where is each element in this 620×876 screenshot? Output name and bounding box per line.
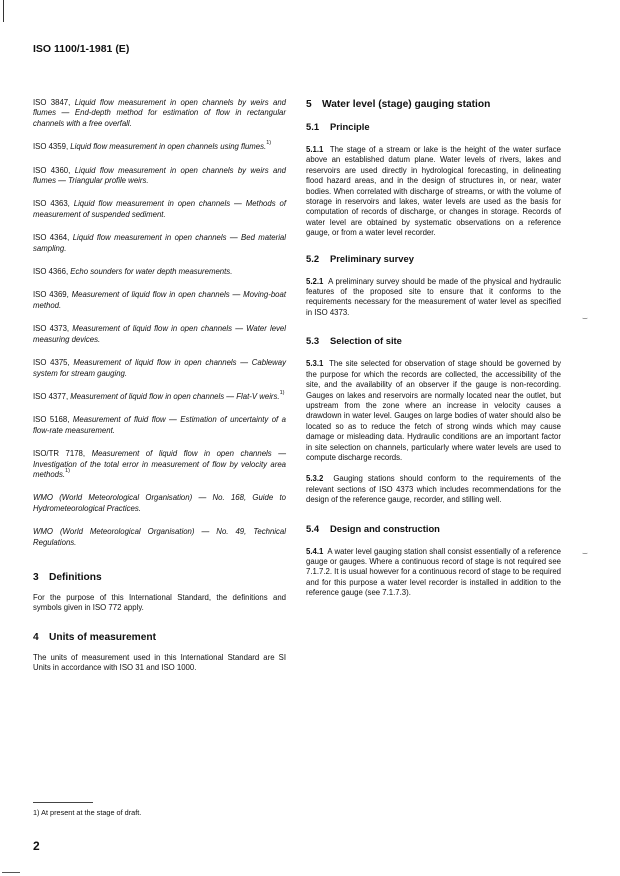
reference-entry: ISO 4369, Measurement of liquid flow in open channels — Moving-boat method. (33, 290, 287, 310)
reference-entry: ISO 4366, Echo sounders for water depth measurements. (33, 267, 233, 277)
section-5-heading: 5 Water level (stage) gauging station (306, 99, 491, 110)
paragraph-5-1-1: 5.1.1 The stage of a stream or lake is the height of the water surface above an established datum plane. Water levels of rivers, lakes and reservoirs are used directly in hydrological forecasting, in delineating flood hazard areas, and in the design of structures in, or near, water bodies. When correlated with discharge of streams, or with the volume of storage in reservoirs and lakes, water levels are used as the basis for computation of records of discharge, or changes in storage. Records of water level are obtained by systematic observations on a reference gauge, or from a water level recorder. (306, 145, 561, 238)
footnote-rule (33, 802, 93, 803)
footnote: 1) At present at the stage of draft. (33, 808, 142, 817)
left-column (33, 98, 286, 674)
section-4-text: The units of measurement used in this International Standard are SI Units in accordance with ISO 31 and ISO 1000. (33, 652, 286, 673)
document-header: ISO 1100/1-1981 (E) (33, 43, 130, 55)
section-5-2-heading: 5.2 Preliminary survey (306, 252, 414, 264)
paragraph-5-4-1: 5.4.1 A water level gauging station shall consist essentially of a reference gauge or gauges. Where a continuous record of stage is not required see 7.1.7.2. It is usual however for a continuous record of stage to be required and for this purpose a water level recorder is installed in addition to the reference gauge (see 7.1.7.3). (306, 546, 561, 598)
reference-entry: ISO 4359, Liquid flow measurement in open channels using flumes.$^{1)}$ (33, 140, 272, 152)
reference-entry: WMO (World Meteorological Organisation) — No. 49, Technical Regulations. (33, 527, 286, 547)
section-5-4-heading: 5.4 Design and construction (306, 522, 440, 534)
reference-entry: ISO 4375, Measurement of liquid flow in open channels — Cableway system for stream gauging. (33, 358, 287, 378)
crop-mark (2, 872, 20, 873)
section-5-1-heading: 5.1 Principle (306, 121, 370, 132)
crop-mark (3, 0, 4, 22)
reference-entry: WMO (World Meteorological Organisation) — No. 168, Guide to Hydrometeorological Practices. (33, 493, 286, 513)
paragraph-5-3-1: 5.3.1 The site selected for observation of stage should be governed by the purpose for which the records are collected, the accessibility of the site, and the availability of an observer if the gauge is non-recording. Gauges on lakes and reservoirs are normally located near the outlet, but upstream from the zone where an increase in velocity causes a drawdown in water level. Gauges on large bodies of water should also be located so as to reduce the fetch of strong winds which may cause damage or misleading data. Hydraulic conditions are an important factor in site selection on channels, particularly where water levels are used to compute discharge records. (306, 359, 561, 462)
section-3-text: For the purpose of this International Standard, the definitions and symbols given in ISO 772 apply. (33, 592, 286, 613)
page-number: 2 (33, 839, 40, 853)
paragraph-5-3-2: 5.3.2 Gauging stations should conform to the requirements of the relevant sections of ISO 4373 which includes recommendations for the design of the reference gauge, recorder, and stilling well. (306, 474, 561, 505)
right-column (306, 98, 561, 599)
reference-entry: ISO 4363, Liquid flow measurement in open channels — Methods of measurement of suspended sediment. (33, 199, 286, 219)
section-5-3-heading: 5.3 Selection of site (306, 335, 402, 347)
reference-entry: ISO 5168, Measurement of fluid flow — Estimation of uncertainty of a flow-rate measurement. (33, 415, 287, 435)
section-3-heading: 3 Definitions (33, 571, 102, 583)
margin-mark: ⌣ (582, 313, 588, 323)
margin-mark: ⌣ (582, 548, 588, 558)
reference-entry: ISO 4377, Measurement of liquid flow in open channels — Flat-V weirs.$^{1)}$ (33, 389, 285, 401)
reference-list (33, 98, 286, 548)
reference-entry: ISO 4373, Measurement of liquid flow in open channels — Water level measuring devices. (33, 324, 286, 344)
reference-entry: ISO/TR 7178, Measurement of liquid flow in open channels — Investigation of the total error in measurement of flow by velocity area methods.$^{1)}$ (33, 449, 287, 479)
reference-entry: ISO 4364, Liquid flow measurement in open channels — Bed material sampling. (33, 233, 286, 253)
reference-entry: ISO 3847, Liquid flow measurement in open channels by weirs and flumes — End-depth method for estimation of flow in rectangular channels with a free overfall. (33, 98, 286, 128)
paragraph-5-2-1: 5.2.1 A preliminary survey should be made of the physical and hydraulic features of the proposed site to ensure that it conforms to the requirements necessary for the measurement of water level as specified in ISO 4373. (306, 276, 561, 317)
section-4-heading: 4 Units of measurement (33, 631, 156, 643)
reference-entry: ISO 4360, Liquid flow measurement in open channels by weirs and flumes — Triangular profile weirs. (33, 165, 286, 186)
